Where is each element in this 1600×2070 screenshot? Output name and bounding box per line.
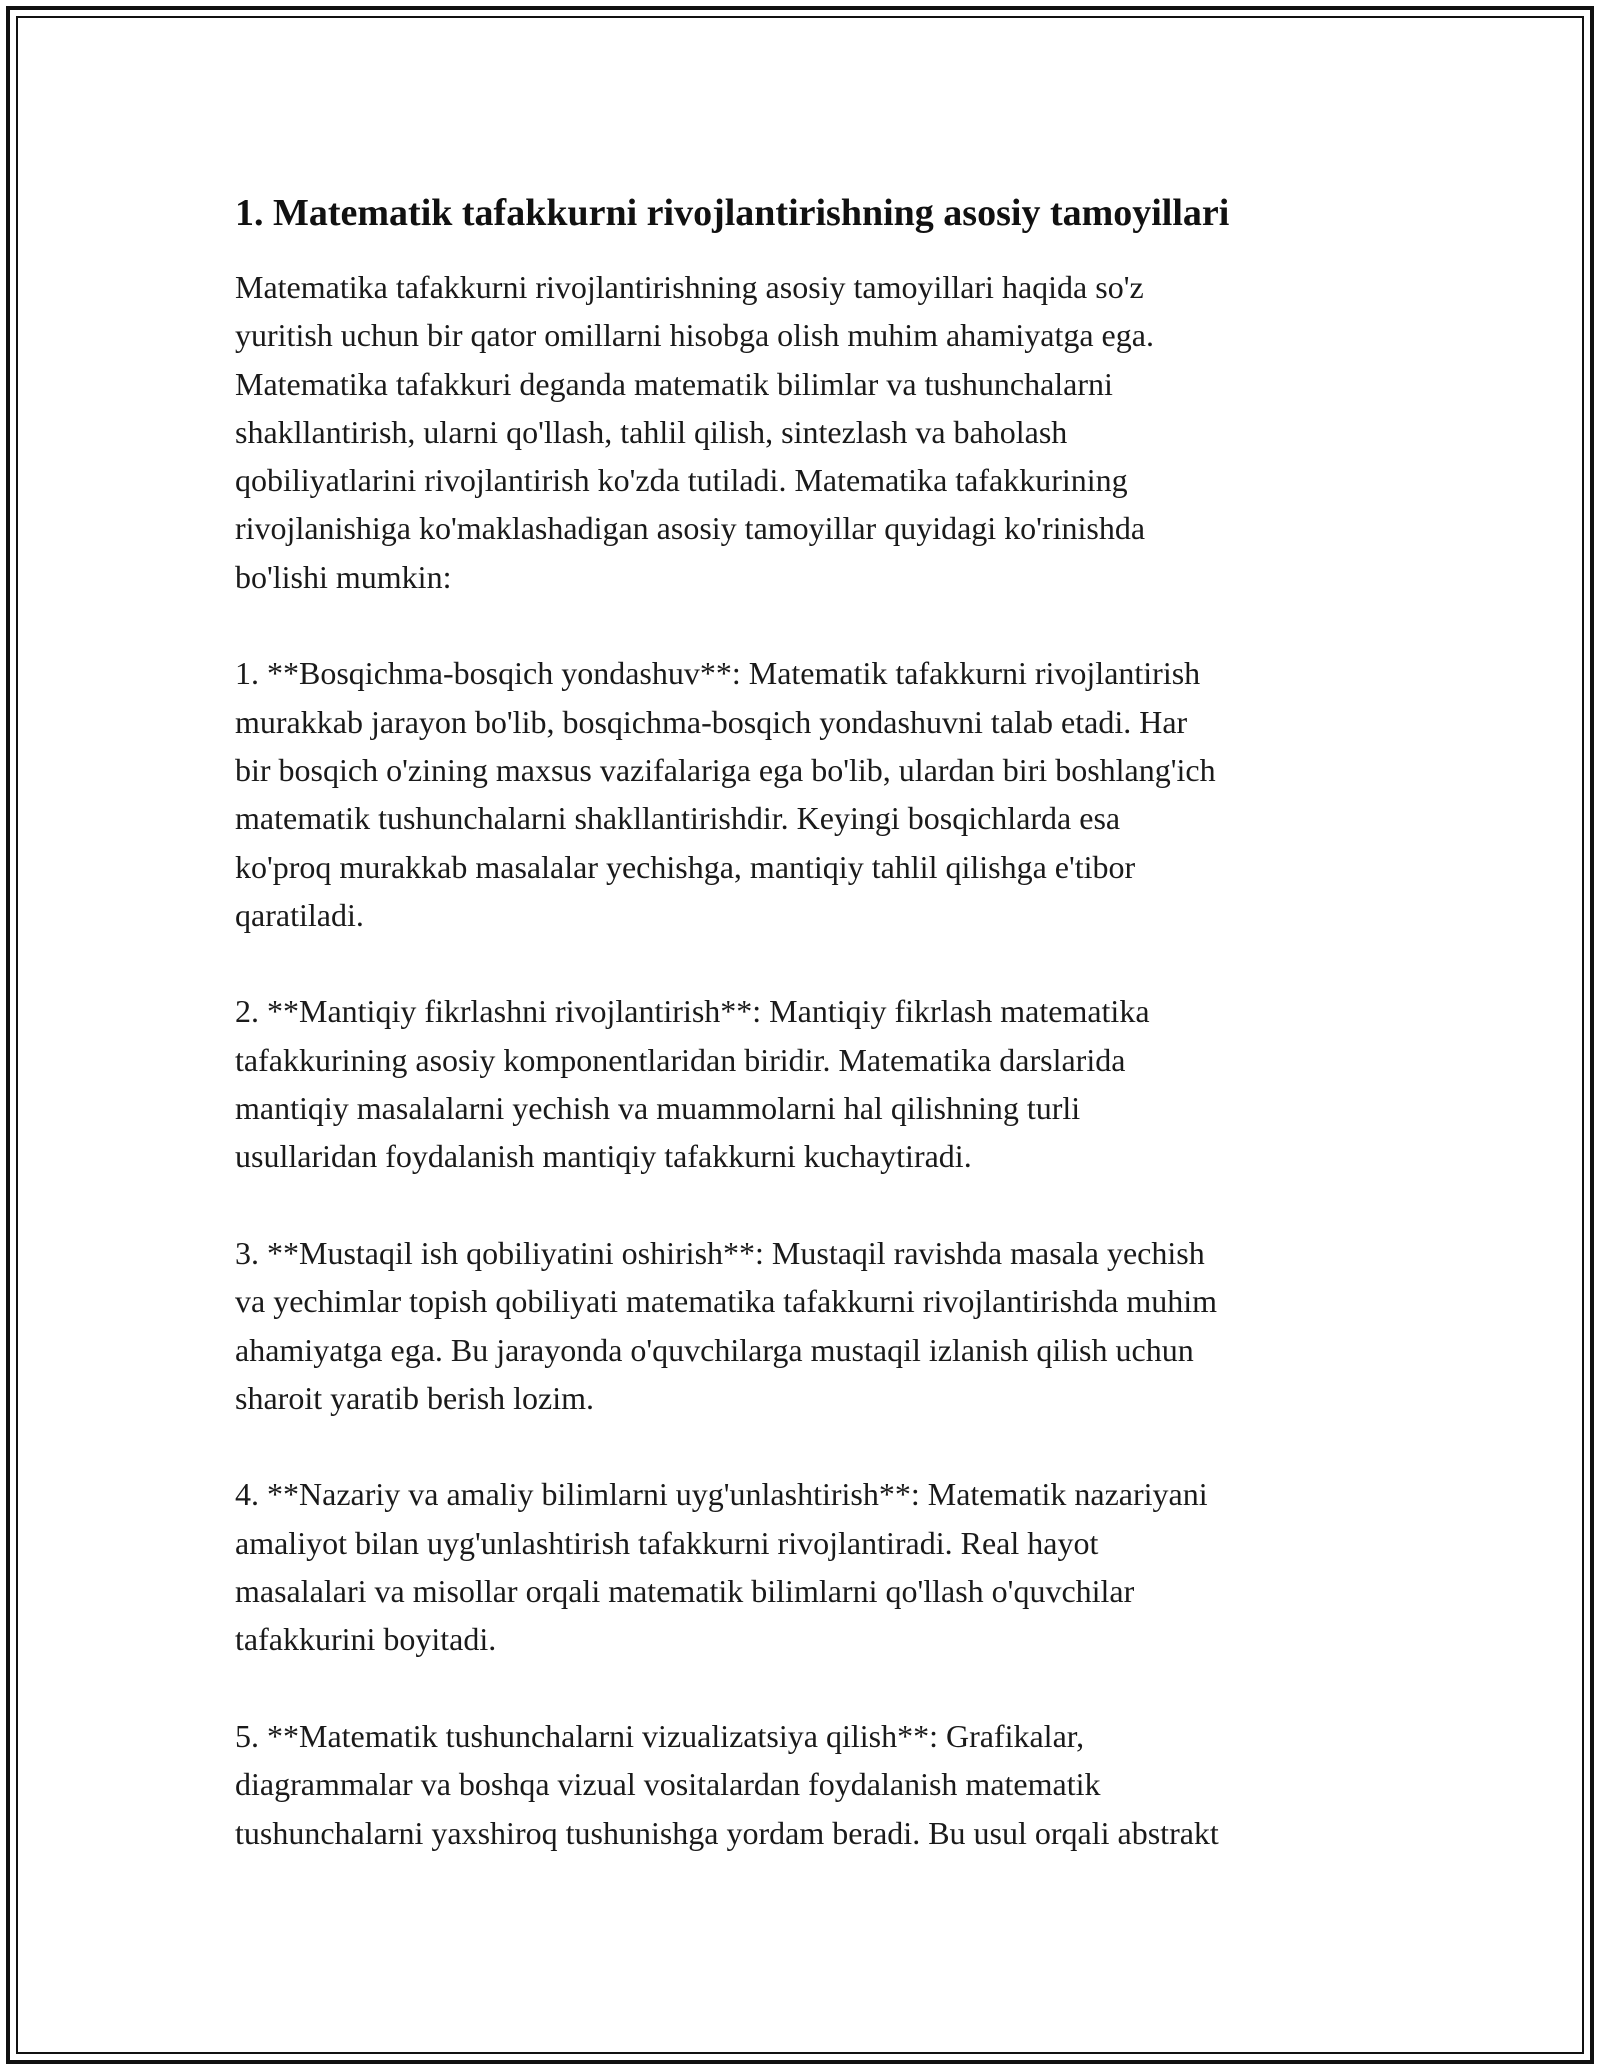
section-heading: 1. Matematik tafakkurni rivojlantirishning asosiy tamoyillari [235, 192, 1230, 234]
principle-4-paragraph: 4. **Nazariy va amaliy bilimlarni uyg'unlashtirish**: Matematik nazariyani amaliyot bilan uyg'unlashtirish tafakkurni rivojlantiradi. Real hayot masalalari va misollar orqali matematik bilimlarni qo'llash o'quvchilar tafakkurini boyitadi. [235, 1476, 1208, 1658]
intro-paragraph: Matematika tafakkurni rivojlantirishning asosiy tamoyillari haqida so'z yuritish uchun bir qator omillarni hisobga olish muhim ahamiyatga ega. Matematika tafakkuri deganda matematik bilimlar va tushunchalarni shakllantirish, ularni qo'llash, tahlil qilish, sintezlash va baholash qobiliyatlarini rivojlantirish ko'zda tutiladi. Matematika tafakkurining rivojlanishiga ko'maklashadigan asosiy tamoyillar quyidagi ko'rinishda bo'lishi mumkin: [235, 269, 1154, 595]
principle-5-paragraph: 5. **Matematik tushunchalarni vizualizatsiya qilish**: Grafikalar, diagrammalar va boshqa vizual vositalardan foydalanish matematik tushunchalarni yaxshiroq tushunishga yordam beradi. Bu usul orqali abstrakt [235, 1717, 1219, 1851]
principle-1-paragraph: 1. **Bosqichma-bosqich yondashuv**: Matematik tafakkurni rivojlantirish murakkab jarayon bo'lib, bosqichma-bosqich yondashuvni talab etadi. Har bir bosqich o'zining maxsus vazifalariga ega bo'lib, ulardan biri boshlang'ich matematik tushunchalarni shakllantirishdir. Keyingi bosqichlarda esa ko'proq murakkab masalalar yechishga, mantiqiy tahlil qilishga e'tibor qaratiladi. [235, 655, 1216, 933]
principle-2-paragraph: 2. **Mantiqiy fikrlashni rivojlantirish**: Mantiqiy fikrlash matematika tafakkurining asosiy komponentlaridan biridir. Matematika darslarida mantiqiy masalalarni yechish va muammolarni hal qilishning turli usullaridan foydalanish mantiqiy tafakkurni kuchaytiradi. [235, 993, 1150, 1175]
document-body [235, 185, 1375, 1857]
principle-3-paragraph: 3. **Mustaqil ish qobiliyatini oshirish**: Mustaqil ravishda masala yechish va yechimlar topish qobiliyati matematika tafakkurni rivojlantirishda muhim ahamiyatga ega. Bu jarayonda o'quvchilarga mustaqil izlanish qilish uchun sharoit yaratib berish lozim. [235, 1234, 1217, 1416]
